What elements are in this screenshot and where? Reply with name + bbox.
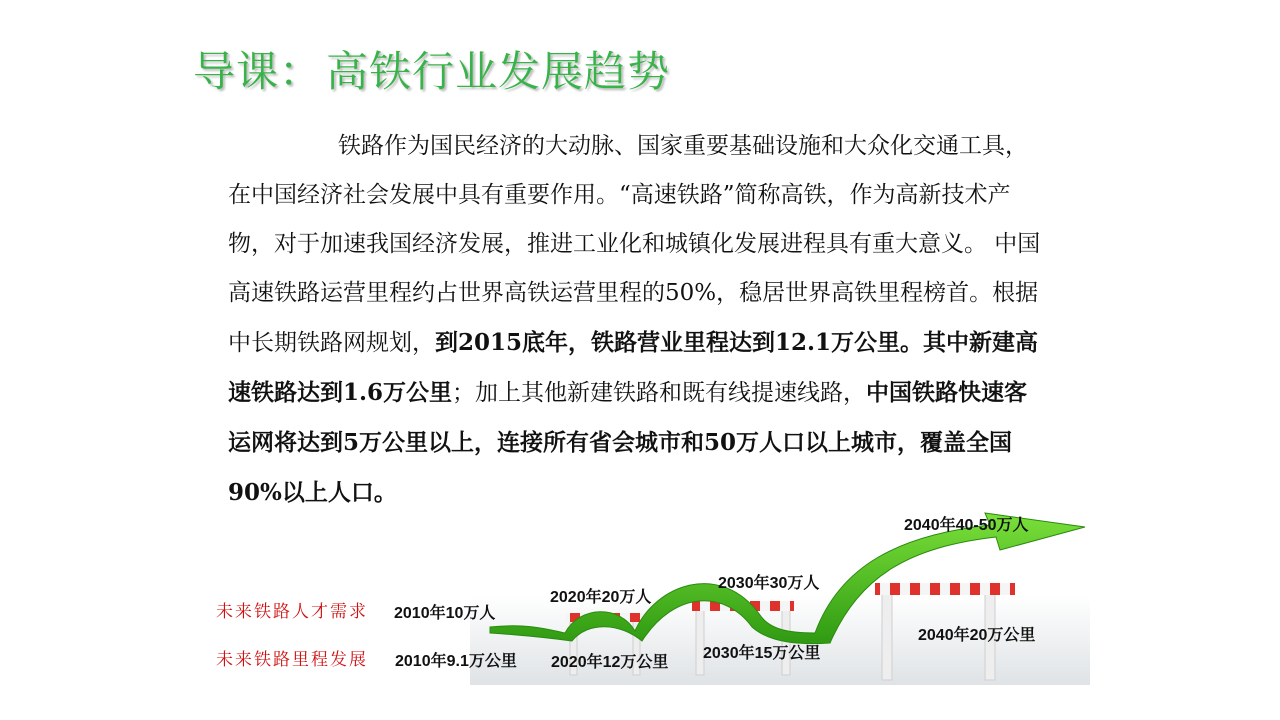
paragraph-bold-1: 到2015底年，铁路营业里程达到12.1万公里。其中新建高速铁路达到1.6万公里 xyxy=(228,329,1039,406)
paragraph-bold-2: 中国铁路快速客运网将达到5万公里以上，连接所有省会城市和50万人口以上城市，覆盖全国90%以上人口。 xyxy=(228,379,1028,506)
mileage-2040-label: 2040年20万公里 xyxy=(918,627,1036,644)
paragraph-normal-1: 铁路作为国民经济的大动脉、国家重要基础设施和大众化交通工具，在中国经济社会发展中具有重要作用。“高速铁路”简称高铁，作为高新技术产物，对于加速我国经济发展，推进工业化和城镇化发展进程具有重大意义。 中国高速铁路运营里程约占世界高铁运营里程的50%，稳居世界高铁里程榜首。根据中长期铁路网规划， xyxy=(228,133,1041,356)
talent-2020-label: 2020年20万人 xyxy=(550,589,652,606)
page-title xyxy=(193,42,670,102)
talent-2030-label: 2030年30万人 xyxy=(718,575,820,592)
title-prefix: 导课 xyxy=(193,47,280,96)
mileage-2020-label: 2020年12万公里 xyxy=(551,654,669,671)
title-main: 高铁行业发展趋势 xyxy=(326,47,671,96)
talent-2010-label: 2010年10万人 xyxy=(394,605,496,622)
paragraph-normal-2: ；加上其他新建铁路和既有线提速线路， xyxy=(452,380,867,406)
talent-demand-label: 未来铁路人才需求 xyxy=(216,602,368,622)
talent-2040-label: 2040年40-50万人 xyxy=(904,517,1029,534)
intro-paragraph xyxy=(228,122,1048,518)
title-colon: ： xyxy=(279,47,323,96)
mileage-development-label: 未来铁路里程发展 xyxy=(216,650,368,670)
mileage-2010-label: 2010年9.1万公里 xyxy=(395,653,517,670)
mileage-2030-label: 2030年15万公里 xyxy=(703,645,821,662)
